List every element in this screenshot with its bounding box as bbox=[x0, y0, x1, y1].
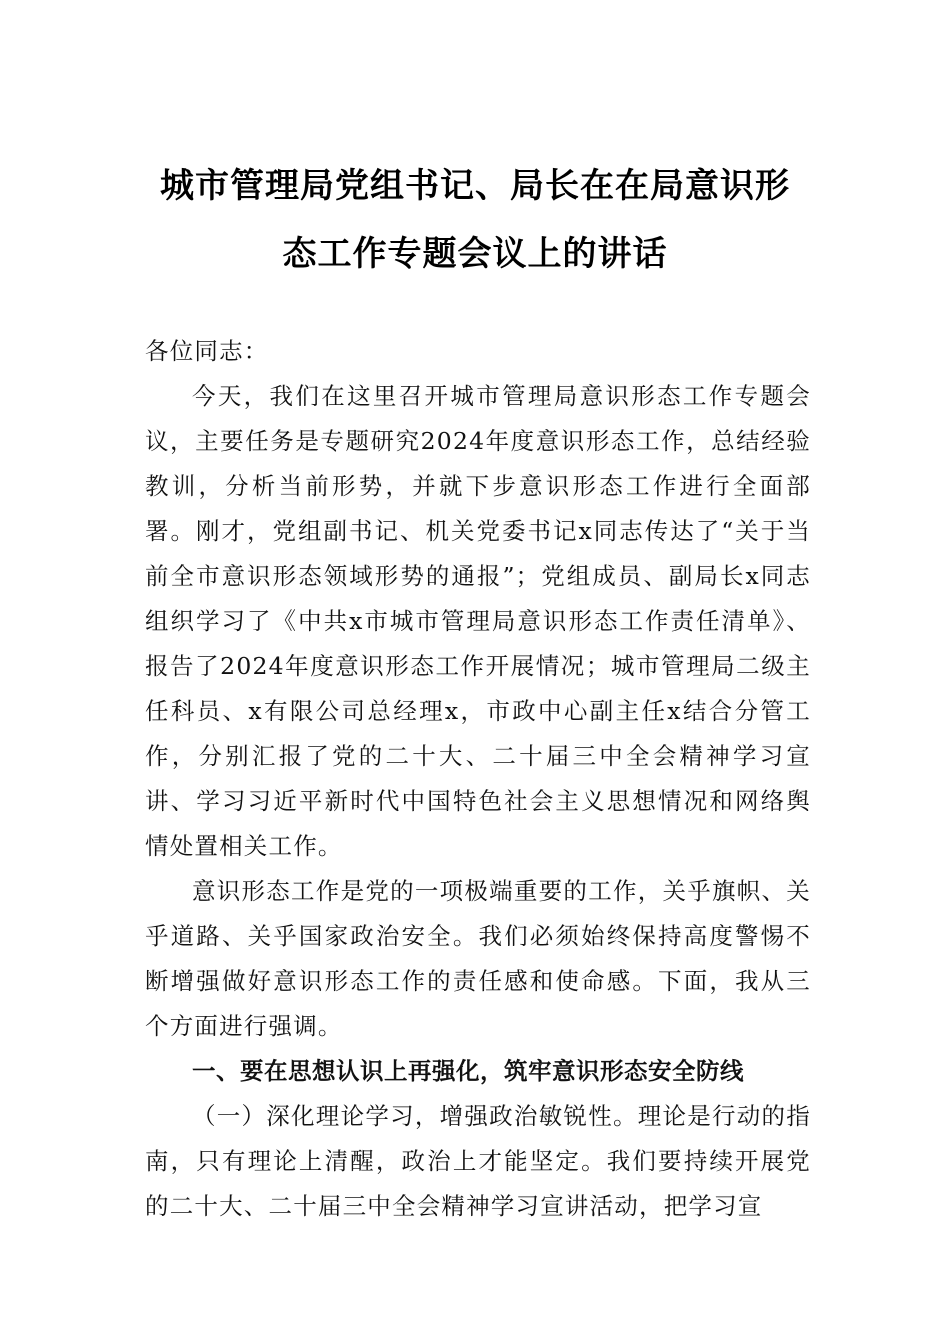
subsection-heading-1: （一）深化理论学习，增强政治敏锐性。 bbox=[192, 1102, 638, 1130]
document-title bbox=[120, 152, 830, 288]
subsection-text-1: 理论是行动的指南，只有理论上清醒，政治上才能坚定。我们要持续开展党的二十大、二十届三中全会精神学习宣讲活动，把学习宣 bbox=[145, 1102, 811, 1220]
title-line-1: 城市管理局党组书记、局长在在局意识形 bbox=[160, 166, 790, 206]
paragraph-opening: 今天，我们在这里召开城市管理局意识形态工作专题会议，主要任务是专题研究2024年度意识形态工作，总结经验教训，分析当前形势，并就下步意识形态工作进行全面部署。刚才，党组副书记、机关党委书记x同志传达了“关于当前全市意识形态领域形势的通报”；党组成员、副局长x同志组织学习了《中共x市城市管理局意识形态工作责任清单》、报告了2024年度意识形态工作开展情况；城市管理局二级主任科员、x有限公司总经理x，市政中心副主任x结合分管工作，分别汇报了党的二十大、二十届三中全会精神学习宣讲、学习习近平新时代中国特色社会主义思想情况和网络舆情处置相关工作。 bbox=[145, 382, 811, 860]
paragraph-importance: 意识形态工作是党的一项极端重要的工作，关乎旗帜、关乎道路、关乎国家政治安全。我们必须始终保持高度警惕不断增强做好意识形态工作的责任感和使命感。下面，我从三个方面进行强调。 bbox=[145, 877, 811, 1040]
title-line-2: 态工作专题会议上的讲话 bbox=[282, 234, 668, 274]
subsection-paragraph-1 bbox=[145, 1094, 811, 1229]
salutation: 各位同志： bbox=[145, 337, 269, 365]
section-heading-1: 一、要在思想认识上再强化，筑牢意识形态安全防线 bbox=[192, 1057, 744, 1085]
document-body bbox=[145, 329, 811, 1229]
